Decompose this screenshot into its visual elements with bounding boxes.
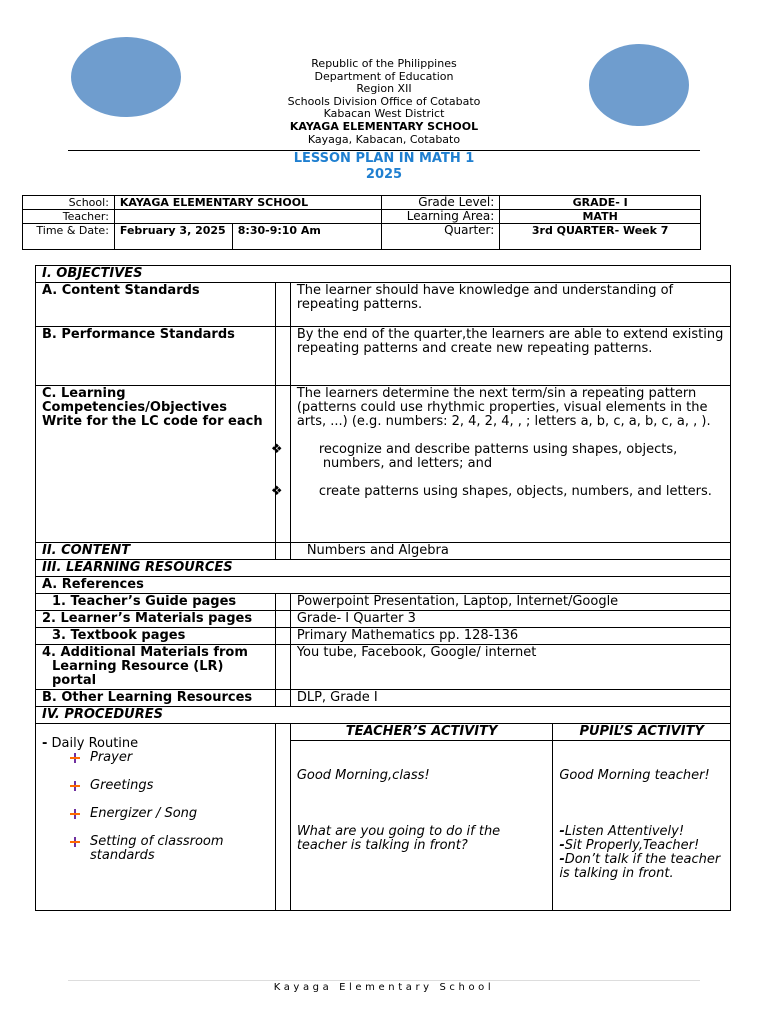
teacher-activity-cell bbox=[291, 741, 553, 911]
other-resources-label: B. Other Learning Resources bbox=[36, 690, 276, 707]
other-resources-value: DLP, Grade I bbox=[290, 690, 730, 707]
routine-item-text: Setting of classroom standards bbox=[90, 834, 224, 863]
school-seal-left bbox=[71, 37, 181, 117]
content-standards-label: A. Content Standards bbox=[36, 283, 276, 327]
school-label: School: bbox=[23, 196, 115, 210]
routine-item bbox=[70, 779, 269, 793]
quarter-value: 3rd QUARTER- Week 7 bbox=[500, 224, 701, 250]
header-line: Schools Division Office of Cotabato bbox=[287, 94, 481, 108]
tb-value: Primary Mathematics pp. 128-136 bbox=[290, 628, 730, 645]
header-line: Region XII bbox=[356, 82, 412, 96]
pupil-activity-heading: PUPIL’S ACTIVITY bbox=[553, 724, 730, 741]
time-label: Time & Date: bbox=[23, 224, 115, 250]
routine-dash: - bbox=[42, 736, 48, 751]
header-line: Department of Education bbox=[314, 69, 454, 83]
bullet-diamond-icon: ❖ bbox=[270, 442, 283, 457]
pupil-line-text: Don’t talk if the teacher is talking in front. bbox=[559, 852, 721, 881]
quarter-label: Quarter: bbox=[382, 224, 500, 250]
competencies-label: C. Learning Competencies/Objectives Write for the LC code for each bbox=[36, 386, 276, 543]
routine-item-text: Prayer bbox=[90, 750, 133, 765]
content-standards-text: The learner should have knowledge and understanding of repeating patterns. bbox=[290, 283, 730, 327]
routine-item bbox=[70, 751, 269, 765]
pupil-line: Good Morning teacher! bbox=[559, 768, 710, 783]
time-value: 8:30-9:10 Am bbox=[232, 224, 382, 250]
header-line: Kabacan West District bbox=[323, 107, 445, 121]
content-value: Numbers and Algebra bbox=[290, 543, 730, 560]
plus-bullet-icon bbox=[70, 809, 80, 819]
tg-label: 1. Teacher’s Guide pages bbox=[36, 594, 276, 611]
deped-seal-right bbox=[589, 44, 689, 126]
plus-bullet-icon bbox=[70, 837, 80, 847]
routine-cell bbox=[36, 724, 276, 911]
pupil-line-text: Sit Properly,Teacher! bbox=[564, 838, 700, 853]
routine-item-text: Energizer / Song bbox=[90, 806, 198, 821]
school-value: KAYAGA ELEMENTARY SCHOOL bbox=[114, 196, 382, 210]
school-address: Kayaga, Kabacan, Cotabato bbox=[307, 132, 461, 146]
pupil-activity-cell bbox=[553, 741, 730, 911]
title-line: LESSON PLAN IN MATH 1 bbox=[293, 151, 475, 166]
content-heading: II. CONTENT bbox=[36, 543, 276, 560]
bullet-text: recognize and describe patterns using shapes, objects, numbers, and letters; and bbox=[318, 442, 678, 471]
competencies-text: The learners determine the next term/sin a repeating pattern (patterns could use rhythmic properties, visual elements in the arts, ...) (e.g. numbers: 2, 4, 2, 4, , ; letters a, b, c, a, b, c, a, , ). bbox=[296, 386, 711, 429]
page-footer: Kayaga Elementary School bbox=[273, 982, 495, 993]
activity-table bbox=[291, 724, 730, 910]
page-title bbox=[200, 151, 568, 183]
objectives-heading: I. OBJECTIVES bbox=[36, 266, 731, 283]
pupil-line: -Sit Properly,Teacher! bbox=[559, 838, 700, 853]
lm-label: 2. Learner’s Materials pages bbox=[36, 611, 276, 628]
am-label: 4. Additional Materials from Learning Resource (LR) portal bbox=[36, 645, 276, 690]
grade-value: GRADE- I bbox=[500, 196, 701, 210]
lm-value: Grade- I Quarter 3 bbox=[290, 611, 730, 628]
lesson-table bbox=[35, 265, 731, 911]
teacher-value bbox=[114, 210, 382, 224]
routine-label: Daily Routine bbox=[51, 736, 139, 751]
routine-item bbox=[70, 835, 269, 863]
pupil-line: -Don’t talk if the teacher is talking in front. bbox=[559, 852, 721, 881]
letterhead bbox=[200, 58, 568, 146]
area-value: MATH bbox=[500, 210, 701, 224]
performance-standards-label: B. Performance Standards bbox=[36, 327, 276, 386]
competency-bullet bbox=[270, 484, 724, 499]
competency-bullet bbox=[270, 442, 724, 471]
school-name: KAYAGA ELEMENTARY SCHOOL bbox=[289, 119, 479, 133]
routine-item-text: Greetings bbox=[90, 778, 154, 793]
competencies-cell bbox=[270, 386, 730, 543]
activity-cell bbox=[290, 724, 730, 911]
bullet-text: create patterns using shapes, objects, numbers, and letters. bbox=[318, 484, 712, 499]
resources-heading: III. LEARNING RESOURCES bbox=[36, 560, 731, 577]
plus-bullet-icon bbox=[70, 781, 80, 791]
title-year: 2025 bbox=[365, 167, 403, 182]
routine-title bbox=[42, 737, 269, 751]
procedures-heading: IV. PROCEDURES bbox=[36, 707, 731, 724]
teacher-line: What are you going to do if the teacher is talking in front? bbox=[296, 824, 501, 853]
plus-bullet-icon bbox=[70, 753, 80, 763]
pupil-line-text: Listen Attentively! bbox=[564, 824, 685, 839]
routine-item bbox=[70, 807, 269, 821]
performance-standards-text: By the end of the quarter,the learners are able to extend existing repeating patterns and create new repeating patterns. bbox=[290, 327, 730, 386]
grade-label: Grade Level: bbox=[382, 196, 500, 210]
tg-value: Powerpoint Presentation, Laptop, Internet/Google bbox=[290, 594, 730, 611]
date-value: February 3, 2025 bbox=[114, 224, 232, 250]
bullet-diamond-icon: ❖ bbox=[270, 484, 283, 499]
footer-divider bbox=[68, 980, 700, 981]
info-table bbox=[22, 195, 701, 250]
tb-label: 3. Textbook pages bbox=[36, 628, 276, 645]
area-label: Learning Area: bbox=[382, 210, 500, 224]
am-value: You tube, Facebook, Google/ internet bbox=[290, 645, 730, 690]
references-label: A. References bbox=[36, 577, 731, 594]
teacher-line: Good Morning,class! bbox=[296, 768, 430, 783]
header-line: Republic of the Philippines bbox=[311, 57, 457, 70]
teacher-activity-heading: TEACHER’S ACTIVITY bbox=[291, 724, 553, 741]
pupil-line: -Listen Attentively! bbox=[559, 824, 685, 839]
teacher-label: Teacher: bbox=[23, 210, 115, 224]
